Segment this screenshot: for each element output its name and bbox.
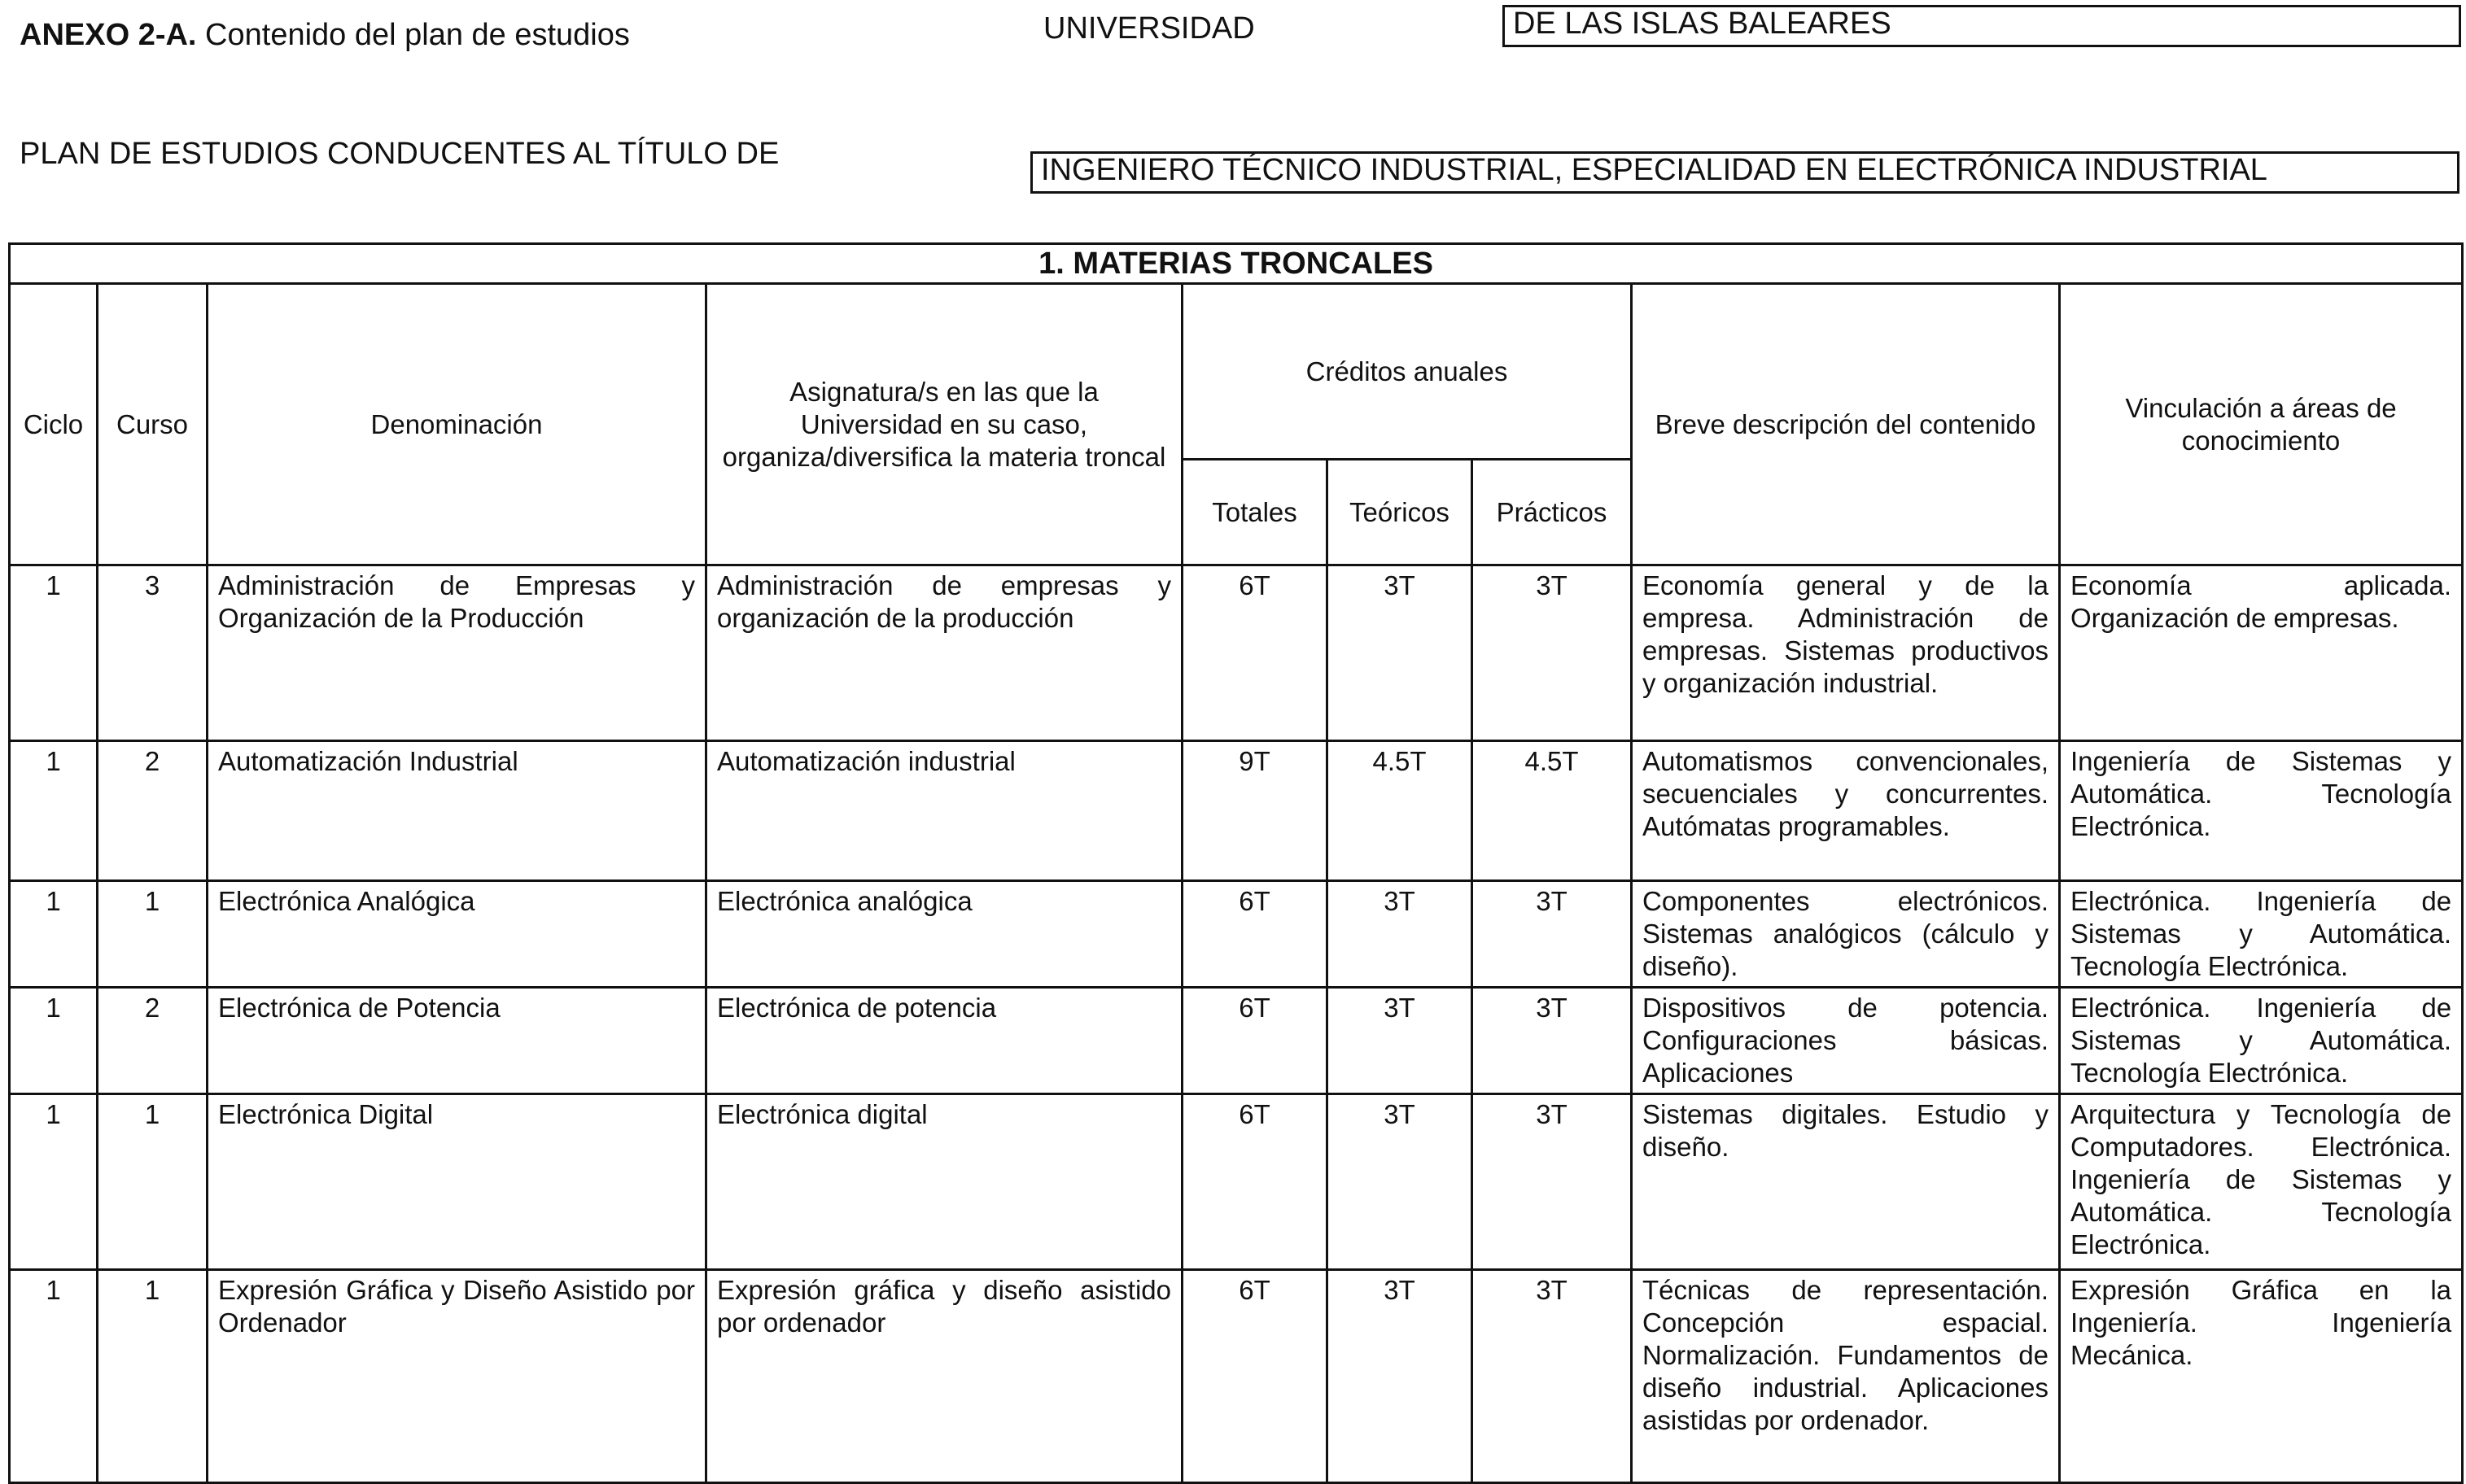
cell-vinculacion: Electrónica. Ingeniería de Sistemas y Automática. Tecnología Electrónica. (2060, 988, 2463, 1094)
university-value-box: DE LAS ISLAS BALEARES (1502, 5, 2461, 47)
cell-asignatura: Automatización industrial (706, 741, 1183, 881)
cell-curso: 3 (98, 565, 208, 741)
cell-totales: 6T (1183, 1270, 1327, 1483)
cell-vinculacion: Arquitectura y Tecnología de Computadores. Electrónica. Ingeniería de Sistemas y Automática. Tecnología Electrónica. (2060, 1094, 2463, 1270)
table-row (10, 741, 2463, 881)
col-header-creditos: Créditos anuales (1183, 284, 1632, 460)
cell-ciclo: 1 (10, 741, 98, 881)
materias-troncales-table (8, 242, 2464, 1484)
cell-denominacion: Automatización Industrial (208, 741, 706, 881)
col-header-practicos: Prácticos (1472, 460, 1632, 565)
cell-descripcion: Automatismos convencionales, secuenciales y concurrentes. Autómatas programables. (1632, 741, 2060, 881)
cell-denominacion: Administración de Empresas y Organización de la Producción (208, 565, 706, 741)
annex-heading (20, 16, 630, 54)
cell-vinculacion: Economía aplicada. Organización de empresas. (2060, 565, 2463, 741)
university-label: UNIVERSIDAD (1043, 11, 1255, 46)
cell-teoricos: 3T (1327, 565, 1472, 741)
section-title: 1. MATERIAS TRONCALES (10, 244, 2463, 284)
cell-asignatura: Administración de empresas y organización de la producción (706, 565, 1183, 741)
cell-curso: 1 (98, 1270, 208, 1483)
cell-practicos: 4.5T (1472, 741, 1632, 881)
cell-totales: 6T (1183, 1094, 1327, 1270)
cell-ciclo: 1 (10, 988, 98, 1094)
annex-label: ANEXO 2-A. (20, 18, 197, 52)
table-row (10, 1094, 2463, 1270)
degree-title-box: INGENIERO TÉCNICO INDUSTRIAL, ESPECIALIDAD EN ELECTRÓNICA INDUSTRIAL (1030, 151, 2459, 194)
cell-practicos: 3T (1472, 565, 1632, 741)
cell-ciclo: 1 (10, 1094, 98, 1270)
cell-vinculacion: Expresión Gráfica en la Ingeniería. Ingeniería Mecánica. (2060, 1270, 2463, 1483)
cell-teoricos: 3T (1327, 988, 1472, 1094)
table-row (10, 881, 2463, 988)
cell-vinculacion: Ingeniería de Sistemas y Automática. Tecnología Electrónica. (2060, 741, 2463, 881)
col-header-vinculacion: Vinculación a áreas de conocimiento (2060, 284, 2463, 565)
cell-asignatura: Electrónica digital (706, 1094, 1183, 1270)
cell-descripcion: Economía general y de la empresa. Administración de empresas. Sistemas productivos y organización industrial. (1632, 565, 2060, 741)
cell-teoricos: 3T (1327, 1094, 1472, 1270)
cell-teoricos: 3T (1327, 1270, 1472, 1483)
cell-totales: 6T (1183, 565, 1327, 741)
col-header-teoricos: Teóricos (1327, 460, 1472, 565)
cell-totales: 6T (1183, 988, 1327, 1094)
cell-teoricos: 3T (1327, 881, 1472, 988)
col-header-descripcion: Breve descripción del contenido (1632, 284, 2060, 565)
cell-curso: 1 (98, 1094, 208, 1270)
cell-descripcion: Sistemas digitales. Estudio y diseño. (1632, 1094, 2060, 1270)
table-row (10, 1270, 2463, 1483)
cell-curso: 2 (98, 741, 208, 881)
cell-denominacion: Electrónica de Potencia (208, 988, 706, 1094)
cell-denominacion: Electrónica Analógica (208, 881, 706, 988)
cell-descripcion: Componentes electrónicos. Sistemas analógicos (cálculo y diseño). (1632, 881, 2060, 988)
cell-vinculacion: Electrónica. Ingeniería de Sistemas y Automática. Tecnología Electrónica. (2060, 881, 2463, 988)
cell-practicos: 3T (1472, 1094, 1632, 1270)
col-header-denominacion: Denominación (208, 284, 706, 565)
cell-practicos: 3T (1472, 881, 1632, 988)
table-row (10, 988, 2463, 1094)
cell-asignatura: Electrónica de potencia (706, 988, 1183, 1094)
cell-descripcion: Dispositivos de potencia. Configuraciones básicas. Aplicaciones (1632, 988, 2060, 1094)
cell-descripcion: Técnicas de representación. Concepción espacial. Normalización. Fundamentos de diseño industrial. Aplicaciones asistidas por ordenador. (1632, 1270, 2060, 1483)
cell-totales: 6T (1183, 881, 1327, 988)
col-header-totales: Totales (1183, 460, 1327, 565)
annex-description: Contenido del plan de estudios (205, 18, 630, 52)
cell-ciclo: 1 (10, 565, 98, 741)
cell-totales: 9T (1183, 741, 1327, 881)
col-header-curso: Curso (98, 284, 208, 565)
col-header-ciclo: Ciclo (10, 284, 98, 565)
cell-teoricos: 4.5T (1327, 741, 1472, 881)
cell-practicos: 3T (1472, 1270, 1632, 1483)
cell-ciclo: 1 (10, 881, 98, 988)
cell-asignatura: Expresión gráfica y diseño asistido por ordenador (706, 1270, 1183, 1483)
cell-asignatura: Electrónica analógica (706, 881, 1183, 988)
cell-practicos: 3T (1472, 988, 1632, 1094)
plan-label: PLAN DE ESTUDIOS CONDUCENTES AL TÍTULO DE (20, 137, 780, 171)
table-row (10, 565, 2463, 741)
cell-ciclo: 1 (10, 1270, 98, 1483)
cell-curso: 2 (98, 988, 208, 1094)
cell-denominacion: Expresión Gráfica y Diseño Asistido por Ordenador (208, 1270, 706, 1483)
cell-denominacion: Electrónica Digital (208, 1094, 706, 1270)
col-header-asignatura: Asignatura/s en las que la Universidad en su caso, organiza/diversifica la materia troncal (706, 284, 1183, 565)
cell-curso: 1 (98, 881, 208, 988)
